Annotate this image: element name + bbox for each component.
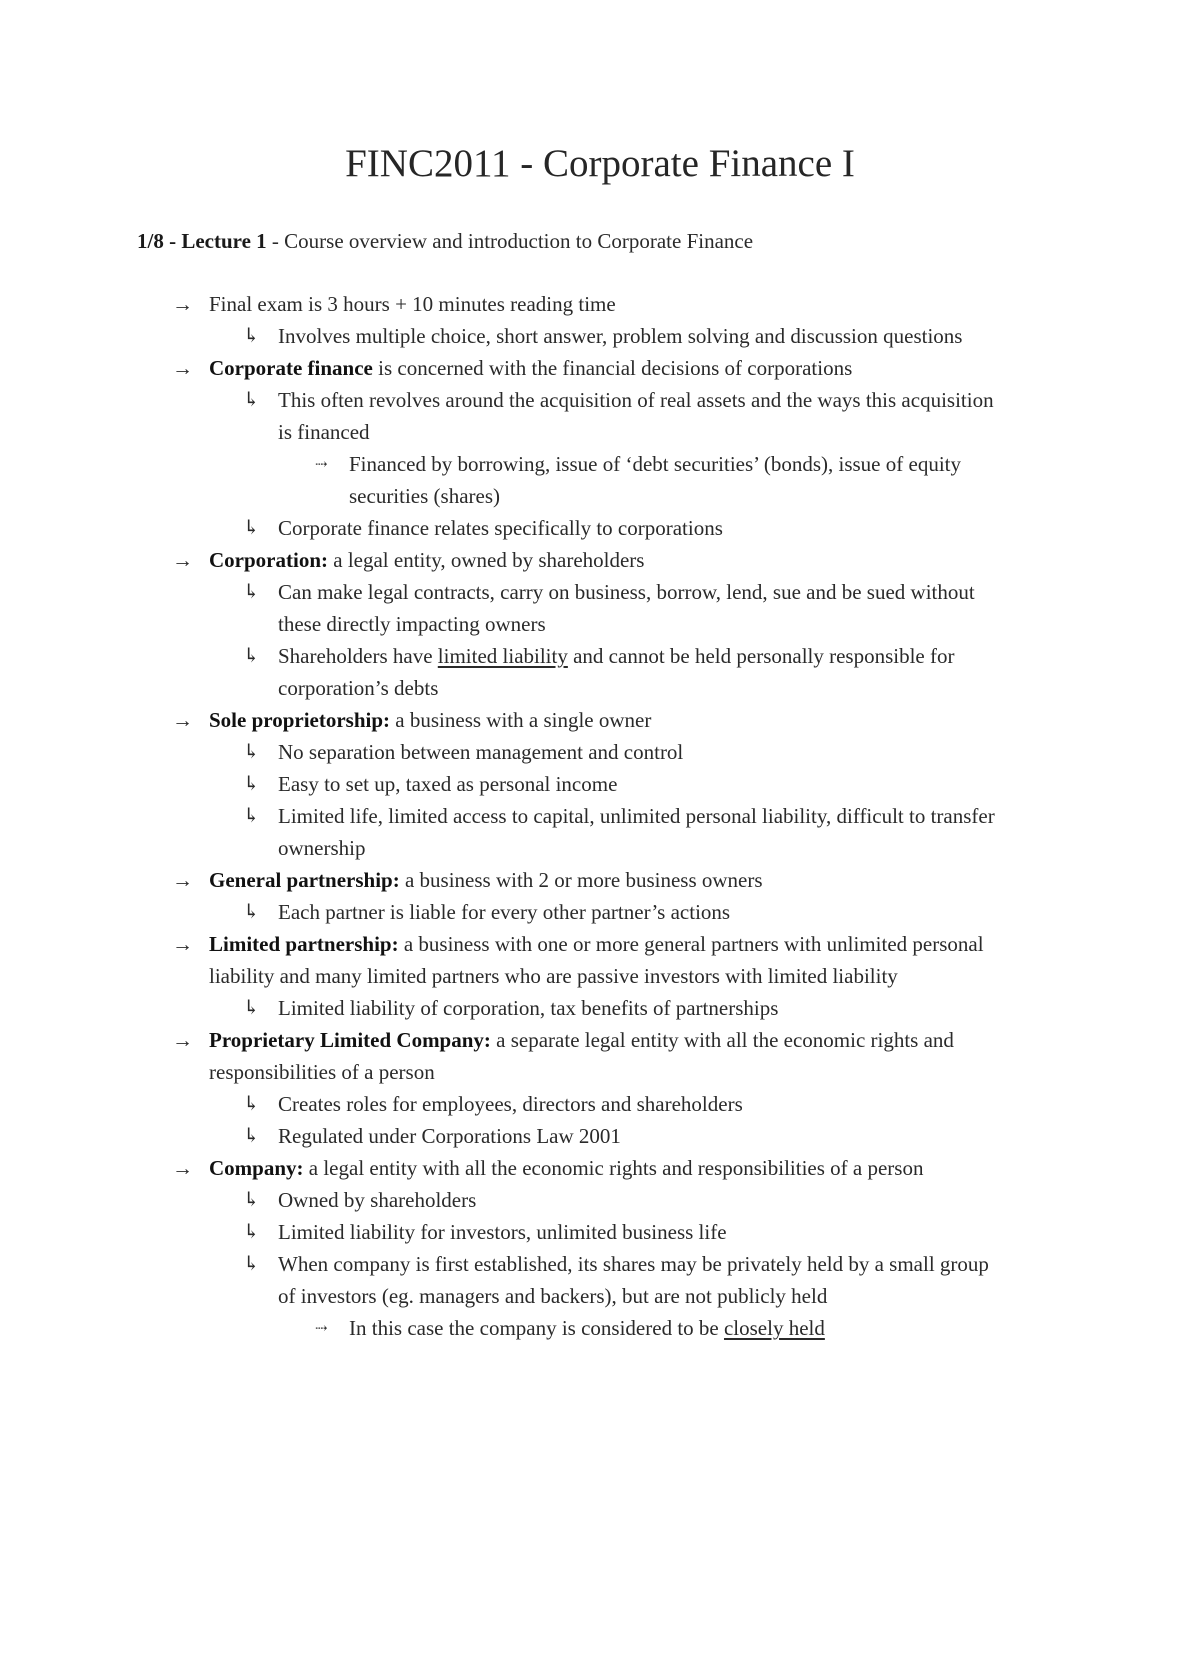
note-body: Limited life, limited access to capital, unlimited personal liability, difficult to transfer [278, 804, 995, 828]
note-body: Each partner is liable for every other partner’s actions [278, 900, 731, 924]
note-term: Corporate finance [209, 356, 373, 380]
note-text [209, 708, 651, 732]
note-text [278, 644, 955, 668]
note-body: Final exam is 3 hours + 10 minutes reading time [209, 292, 616, 316]
note-line [0, 1024, 1200, 1056]
note-text [209, 868, 763, 892]
note-body: responsibilities of a person [209, 1060, 435, 1084]
note-body: Owned by shareholders [278, 1188, 477, 1212]
note-body: Corporate finance relates specifically to corporations [278, 516, 723, 540]
note-term: Limited partnership: [209, 932, 399, 956]
down-right-hook-arrow-icon: ↳ [243, 325, 260, 347]
note-line [0, 864, 1200, 896]
note-text [278, 900, 730, 924]
note-line [0, 384, 1200, 416]
page-title: FINC2011 - Corporate Finance I [345, 142, 855, 185]
note-term: General partnership: [209, 868, 400, 892]
lecture-heading [137, 226, 753, 256]
note-text [278, 1284, 827, 1308]
note-line [0, 1056, 1200, 1088]
note-line [0, 1248, 1200, 1280]
down-right-hook-arrow-icon: ↳ [243, 389, 260, 411]
note-body: This often revolves around the acquisition of real assets and the ways this acquisition [278, 388, 994, 412]
note-body: a legal entity with all the economic rights and responsibilities of a person [303, 1156, 924, 1180]
note-line [0, 736, 1200, 768]
note-line [0, 1280, 1200, 1312]
note-text [209, 548, 644, 572]
note-body: Financed by borrowing, issue of ‘debt securities’ (bonds), issue of equity [349, 452, 961, 476]
note-text [278, 804, 995, 828]
note-line [0, 288, 1200, 320]
note-body: Can make legal contracts, carry on business, borrow, lend, sue and be sued without [278, 580, 975, 604]
note-text [278, 676, 438, 700]
note-text [278, 612, 546, 636]
right-arrow-icon: → [172, 932, 193, 956]
right-arrow-icon: → [172, 1156, 193, 1180]
down-right-hook-arrow-icon: ↳ [243, 1253, 260, 1275]
underlined-term: limited liability [437, 644, 568, 668]
right-arrow-icon: → [172, 356, 193, 380]
note-body: of investors (eg. managers and backers), but are not publicly held [278, 1284, 828, 1308]
note-body: No separation between management and control [278, 740, 684, 764]
note-line [0, 1184, 1200, 1216]
note-line [0, 768, 1200, 800]
note-line [0, 928, 1200, 960]
note-text [349, 1316, 825, 1340]
note-body: is financed [278, 420, 370, 444]
note-text [209, 932, 984, 956]
note-body: corporation’s debts [278, 676, 439, 700]
note-text [209, 1060, 435, 1084]
note-body: Regulated under Corporations Law 2001 [278, 1124, 621, 1148]
note-body: is concerned with the financial decisions of corporations [372, 356, 853, 380]
note-body: When company is first established, its shares may be privately held by a small group [278, 1252, 989, 1276]
note-line [0, 960, 1200, 992]
right-arrow-icon: → [172, 708, 193, 732]
note-line [0, 1312, 1200, 1344]
note-line [0, 608, 1200, 640]
note-body: a business with a single owner [390, 708, 652, 732]
note-term: Proprietary Limited Company: [209, 1028, 491, 1052]
note-line [0, 672, 1200, 704]
note-text [278, 580, 975, 604]
dashed-right-arrow-icon: ⇢ [315, 457, 328, 473]
note-text [278, 1092, 743, 1116]
note-line [0, 800, 1200, 832]
dashed-right-arrow-icon: ⇢ [315, 1321, 328, 1337]
underlined-term: closely held [723, 1316, 825, 1340]
right-arrow-icon: → [172, 868, 193, 892]
note-body: a business with 2 or more business owners [399, 868, 763, 892]
note-line [0, 1088, 1200, 1120]
note-text [278, 1124, 621, 1148]
note-text [278, 1252, 989, 1276]
note-line [0, 832, 1200, 864]
note-line [0, 416, 1200, 448]
note-line [0, 544, 1200, 576]
down-right-hook-arrow-icon: ↳ [243, 805, 260, 827]
right-arrow-icon: → [172, 548, 193, 572]
down-right-hook-arrow-icon: ↳ [243, 1093, 260, 1115]
note-body: Limited liability for investors, unlimited business life [278, 1220, 727, 1244]
note-body: a separate legal entity with all the economic rights and [490, 1028, 954, 1052]
note-text [209, 356, 852, 380]
down-right-hook-arrow-icon: ↳ [243, 645, 260, 667]
note-line [0, 704, 1200, 736]
note-line [0, 640, 1200, 672]
note-text [349, 484, 500, 508]
right-arrow-icon: → [172, 1028, 193, 1052]
note-body: and cannot be held personally responsible for [567, 644, 955, 668]
note-text [278, 420, 370, 444]
down-right-hook-arrow-icon: ↳ [243, 581, 260, 603]
note-text [209, 1156, 923, 1180]
notes-list [0, 288, 1200, 1344]
note-text [209, 1028, 954, 1052]
note-body: Shareholders have [278, 644, 438, 668]
note-body: these directly impacting owners [278, 612, 546, 636]
note-body: Involves multiple choice, short answer, problem solving and discussion questions [278, 324, 963, 348]
note-term: Company: [209, 1156, 304, 1180]
down-right-hook-arrow-icon: ↳ [243, 773, 260, 795]
note-text [278, 740, 683, 764]
note-body: liability and many limited partners who are passive investors with limited liability [209, 964, 898, 988]
lecture-topic: - Course overview and introduction to Corporate Finance [266, 229, 754, 253]
note-line [0, 1152, 1200, 1184]
down-right-hook-arrow-icon: ↳ [243, 997, 260, 1019]
note-body: securities (shares) [349, 484, 501, 508]
down-right-hook-arrow-icon: ↳ [243, 741, 260, 763]
note-text [278, 836, 366, 860]
note-line [0, 992, 1200, 1024]
note-body: Easy to set up, taxed as personal income [278, 772, 618, 796]
right-arrow-icon: → [172, 292, 193, 316]
down-right-hook-arrow-icon: ↳ [243, 1189, 260, 1211]
down-right-hook-arrow-icon: ↳ [243, 1125, 260, 1147]
note-line [0, 1216, 1200, 1248]
note-term: Sole proprietorship: [209, 708, 391, 732]
note-text [278, 516, 723, 540]
note-line [0, 320, 1200, 352]
down-right-hook-arrow-icon: ↳ [243, 517, 260, 539]
note-body: Creates roles for employees, directors and shareholders [278, 1092, 743, 1116]
note-text [278, 772, 617, 796]
note-term: Corporation: [209, 548, 328, 572]
note-body: ownership [278, 836, 366, 860]
lecture-date-label: 1/8 - Lecture 1 [137, 229, 267, 253]
note-line [0, 352, 1200, 384]
note-text [349, 452, 961, 476]
note-line [0, 896, 1200, 928]
down-right-hook-arrow-icon: ↳ [243, 1221, 260, 1243]
down-right-hook-arrow-icon: ↳ [243, 901, 260, 923]
note-line [0, 448, 1200, 480]
note-line [0, 480, 1200, 512]
note-text [278, 1188, 476, 1212]
note-text [278, 388, 994, 412]
note-body: a business with one or more general partners with unlimited personal [398, 932, 984, 956]
note-text [278, 1220, 727, 1244]
note-text [278, 324, 962, 348]
note-body: a legal entity, owned by shareholders [328, 548, 645, 572]
note-body: Limited liability of corporation, tax benefits of partnerships [278, 996, 779, 1020]
note-text [278, 996, 778, 1020]
note-line [0, 1120, 1200, 1152]
note-line [0, 576, 1200, 608]
note-line [0, 512, 1200, 544]
note-text [209, 964, 898, 988]
note-text [209, 292, 616, 316]
note-body: In this case the company is considered to be [349, 1316, 724, 1340]
